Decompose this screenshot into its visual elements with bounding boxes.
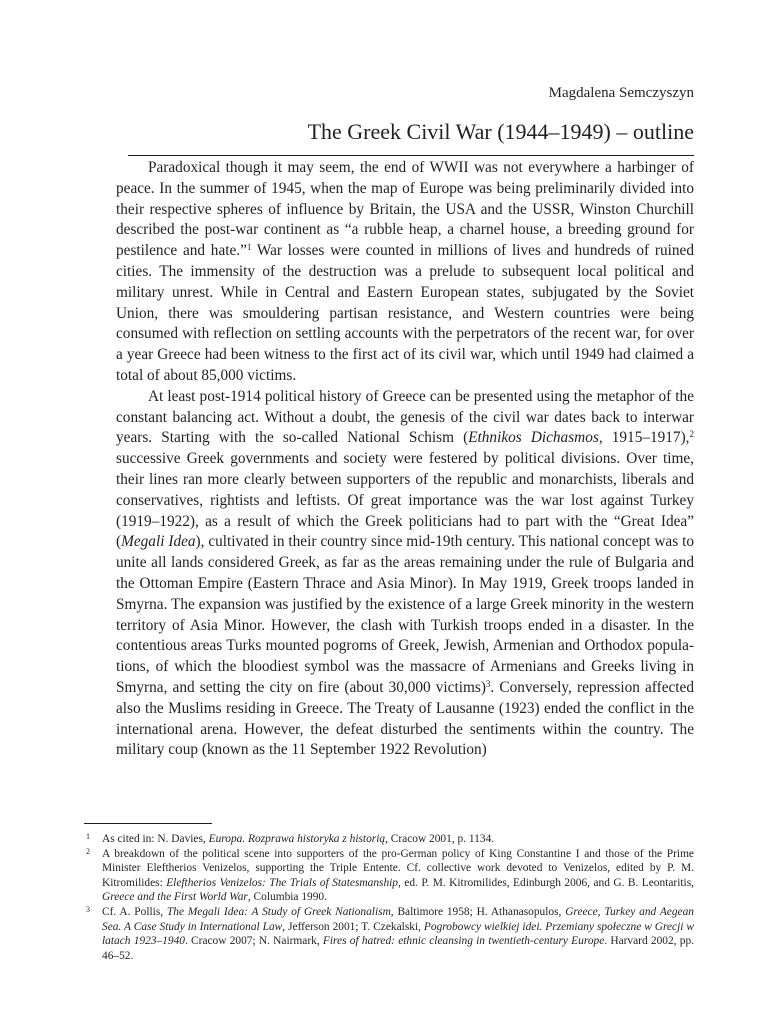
- footnote-number: 1: [86, 832, 90, 841]
- italic-text: Eleftherios Venizelos: The Trials of Statesmanship: [166, 876, 398, 889]
- text-run: ), cultivated in their country since mid-19th century. This national concept was to unite all lands considered Greek, as far as the areas remaining under the rule of Bulgaria and the Ottoman Empire (Eastern Thrace and Asia Minor). In May 1919, Greek troops landed in Smyrna. The expansion was justified by the existence of a large Greek minority in the western territory of Asia Minor. However, the clash with Turkish troops ended in a disaster. In the contentious areas Turks mounted pogroms of Greek, Jewish, Armenian and Orthodox populations, of which the bloodiest symbol was the massacre of Armenians and Greeks living in Smyrna, and setting the city on fire (about 30,000 victims): [116, 533, 694, 696]
- italic-text: The Megali Idea: A Study of Greek Nationalism: [166, 905, 391, 918]
- footnote-ref: 3: [485, 678, 491, 689]
- text-run: , 1915–1917),: [598, 429, 690, 447]
- text-run: , Cracow 2001, p. 1134.: [385, 833, 495, 845]
- article-body: [116, 158, 694, 761]
- text-run: War losses were counted in millions of lives and hundreds of ruined cities. The immensity of the destruction was a prelude to subsequent local political and military unrest. While in Central and Eastern European states, subjugated by the Soviet Union, there was smouldering partisan resistance, and Western countries were being consumed with reflection on settling accounts with the perpetrators of the recent war, for over a year Greece had been witness to the first act of its civil war, which until 1949 had claimed a total of about 85,000 victims.: [116, 242, 694, 384]
- footnote-text: [102, 848, 694, 904]
- text-run: , ed. P. M. Kitromilides, Edinburgh 2006, and G. B. Leontaritis,: [398, 876, 694, 889]
- author-name: Magdalena Semczyszyn: [548, 85, 694, 101]
- footnote-ref: 2: [689, 429, 694, 440]
- italic-text: Europa. Rozprawa historyka z historią: [208, 833, 386, 845]
- text-run: , Columbia 1990.: [247, 891, 327, 904]
- text-run: Paradoxical though it may seem, the end of WWII was not everywhere a harbinger of peace. In the summer of 1945, when the map of Europe was being preliminarily divided into their respective spheres of influence by Britain, the USA and the USSR, Winston Churchill described the post-war continent as “a rubble heap, a charnel house, a breeding ground for pestilence and hate.”: [116, 159, 694, 260]
- text-run: As cited in: N. Davies,: [102, 833, 209, 845]
- italic-text: Greece and the First World War: [102, 891, 248, 904]
- footnote-ref: 1: [246, 242, 252, 253]
- body-paragraph: [116, 387, 694, 761]
- text-run: , Jefferson 2001; T. Czekalski,: [282, 920, 424, 933]
- page-content: [116, 84, 694, 761]
- italic-text: Ethnikos Dichasmos: [468, 429, 599, 447]
- title-rule: [128, 155, 694, 156]
- footnote-number: 2: [86, 846, 90, 856]
- footnotes: [84, 832, 694, 963]
- italic-text: Pogrobowcy wielkiej idei. Przemiany społeczne w Grecji w latach 1923–1940: [102, 920, 694, 948]
- footnote: [84, 905, 694, 963]
- footnote-text: [102, 906, 694, 962]
- italic-text: Megali Idea: [121, 533, 196, 551]
- article-title: The Greek Civil War (1944–1949) – outline: [307, 119, 694, 144]
- footnote-text: [102, 833, 494, 845]
- footnote: [84, 847, 694, 905]
- italic-text: Greece, Turkey and Aegean Sea. A Case Study in International Law: [102, 905, 694, 933]
- text-run: At least post-1914 political history of Greece can be presented using the metaphor of the constant balancing act. Without a doubt, the genesis of the civil war dates back to interwar years. Starting with the so-called National Schism (: [116, 387, 694, 447]
- text-run: A breakdown of the political scene into supporters of the pro-German policy of King Constantine I and those of the Prime Minister Eleftherios Venizelos, supporting the Triple Entente. Cf. collective work devoted to Venizelos, edited by P. M. Kitromilides:: [102, 847, 694, 889]
- footnote-number: 3: [86, 904, 90, 914]
- text-run: successive Greek governments and society were festered by political divisions. Over time, their lines ran more clearly between supporters of the republic and monarchists, liberals and conservatives, rightists and leftists. Of great importance was the war lost against Turkey (1919–1922), as a result of which the Greek politicians had to part with the “Great Idea” (: [116, 450, 694, 551]
- text-run: . Harvard 2002, pp. 46–52.: [102, 935, 695, 962]
- footnote: [84, 832, 694, 847]
- text-run: . Cracow 2007; N. Nairmark,: [184, 935, 323, 948]
- body-paragraph: [116, 158, 694, 387]
- footnote-separator: [84, 823, 212, 824]
- text-run: . Conversely, repression affected also the Muslims residing in Greece. The Treaty of Lausanne (1923) ended the conflict in the international arena. However, the defeat disturbed the sentiments within the country. The military coup (known as the 11 September 1922 Revolution): [116, 678, 694, 759]
- text-run: Cf. A. Pollis,: [102, 905, 167, 918]
- text-run: , Baltimore 1958; H. Athanasopulos,: [390, 905, 566, 918]
- italic-text: Fires of hatred: ethnic cleansing in twentieth-century Europe: [322, 935, 605, 948]
